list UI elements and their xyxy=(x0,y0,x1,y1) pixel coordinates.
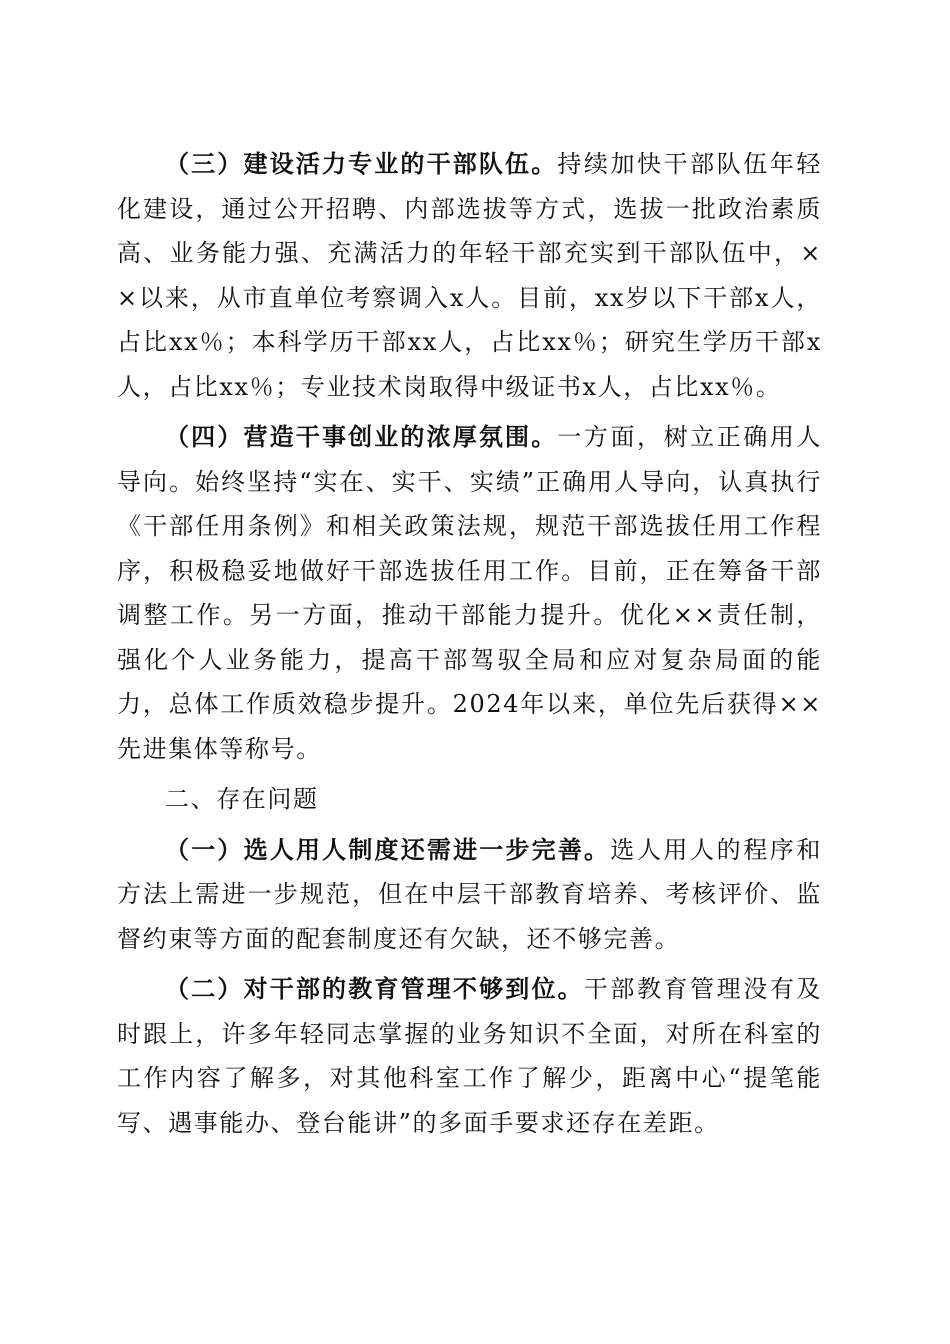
paragraph-cadre-team xyxy=(117,142,822,409)
paragraph-body: 干部教育管理没有及时跟上，许多年轻同志掌握的业务知识不全面，对所在科室的工作内容了解多，对其他科室工作了解少，距离中心“提笔能写、遇事能办、登台能讲”的多面手要求还存在差距。 xyxy=(117,975,822,1137)
paragraph-body: 一方面，树立正确用人导向。始终坚持“实在、实干、实绩”正确用人导向，认真执行《干部任用条例》和相关政策法规，规范干部选拔任用工作程序，积极稳妥地做好干部选拔任用工作。目前，正在筹备干部调整工作。另一方面，推动干部能力提升。优化××责任制，强化个人业务能力，提高干部驾驭全局和应对复杂局面的能力，总体工作质效稳步提升。2024年以来，单位先后获得××先进集体等称号。 xyxy=(117,423,822,763)
paragraph-lead: （二）对干部的教育管理不够到位。 xyxy=(165,975,584,1003)
paragraph-work-atmosphere xyxy=(117,415,822,771)
paragraph-lead: （四）营造干事创业的浓厚氛围。 xyxy=(165,423,558,451)
paragraph-problem-system xyxy=(117,828,822,962)
paragraph-problem-education xyxy=(117,967,822,1145)
section-heading: 二、存在问题 xyxy=(165,785,319,813)
paragraph-lead: （一）选人用人制度还需进一步完善。 xyxy=(165,835,611,864)
paragraph-body: 持续加快干部队伍年轻化建设，通过公开招聘、内部选拔等方式，选拔一批政治素质高、业务能力强、充满活力的年轻干部充实到干部队伍中，××以来，从市直单位考察调入x人。目前，xx岁以下干部x人，占比xx％；本科学历干部xx人，占比xx％；研究生学历干部x人，占比xx％；专业技术岗取得中级证书x人，占比xx％。 xyxy=(117,150,822,401)
paragraph-body: 选人用人的程序和方法上需进一步规范，但在中层干部教育培养、考核评价、监督约束等方面的配套制度还有欠缺，还不够完善。 xyxy=(117,835,822,953)
paragraph-lead: （三）建设活力专业的干部队伍。 xyxy=(165,150,558,178)
